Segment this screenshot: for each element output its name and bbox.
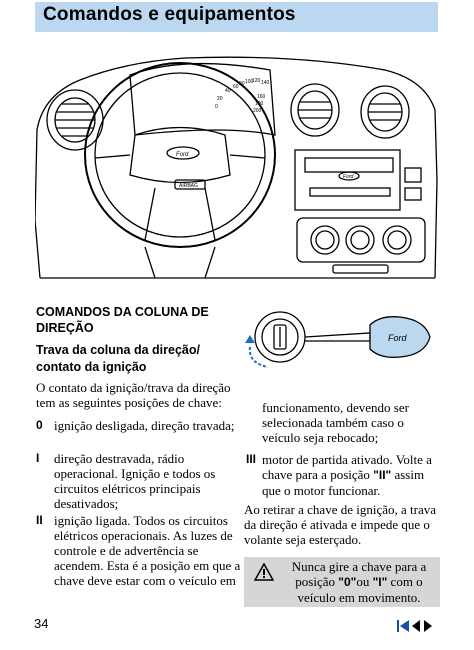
svg-text:60: 60: [233, 84, 239, 90]
dashboard-illustration: [35, 40, 440, 280]
position-text: direção destravada, rádio operacional. Ignição e todos os circuitos elétricos principais desativados;: [54, 451, 216, 511]
position-number: III: [246, 452, 257, 466]
svg-text:20: 20: [217, 96, 223, 102]
svg-text:190: 190: [255, 101, 264, 107]
warning-text: Nunca gire a chave para a posição "0"ou "I" com o veículo em movimento.: [291, 559, 427, 605]
section-title: COMANDOS DA COLUNA DE DIREÇÃO: [36, 305, 209, 335]
svg-text:40: 40: [225, 88, 231, 94]
continuation-text: funcionamento, devendo ser selecionada também caso o veículo seja rebocado;: [262, 400, 409, 445]
position-number: I: [36, 451, 40, 465]
position-number: II: [36, 513, 43, 527]
position-text: ignição ligada. Todos os circuitos elétricos operacionais. As luzes de controle e de advertência se acendem. Esta é a posição em que a chave deve estar com o veículo em: [54, 513, 241, 588]
position-number: 0: [36, 418, 43, 432]
radio-ford-logo: Ford: [343, 174, 354, 180]
position-text: motor de partida ativado. Volte a chave para a posição "II" assim que o motor funcionar.: [262, 452, 432, 498]
page-navigation[interactable]: [396, 618, 436, 634]
next-page-icon[interactable]: [424, 620, 432, 632]
rotation-arrow-icon: [245, 335, 255, 343]
position-text: ignição desligada, direção travada;: [54, 418, 235, 433]
page-number: 34: [34, 616, 49, 631]
warning-icon: [254, 563, 274, 581]
closing-paragraph: Ao retirar a chave de ignição, a trava da direção é ativada e impede que o volante seja esterçado.: [244, 502, 437, 547]
section-subtitle: Trava da coluna da direção/ contato da ignição: [36, 343, 200, 374]
svg-text:200: 200: [253, 108, 262, 114]
page-header: [35, 2, 438, 32]
svg-text:140: 140: [261, 80, 270, 86]
list-item: [36, 513, 241, 588]
list-item: [36, 418, 241, 433]
key-ford-logo: Ford: [388, 333, 407, 343]
list-item: [246, 452, 446, 498]
svg-text:120: 120: [252, 78, 261, 84]
previous-page-icon[interactable]: [412, 620, 420, 632]
page-title: Comandos e equipamentos: [43, 4, 296, 25]
airbag-label: AIRBAG: [179, 183, 198, 189]
first-page-icon[interactable]: [397, 620, 409, 632]
svg-text:100: 100: [245, 79, 254, 85]
steering-ford-logo: Ford: [176, 152, 189, 158]
warning-box: [244, 557, 440, 607]
ignition-key-illustration: [240, 305, 440, 375]
list-item: [36, 451, 241, 511]
svg-text:160: 160: [257, 94, 266, 100]
svg-text:80: 80: [239, 81, 245, 87]
intro-text: O contato da ignição/trava da direção tem as seguintes posições de chave:: [36, 380, 231, 410]
svg-text:0: 0: [215, 104, 218, 110]
